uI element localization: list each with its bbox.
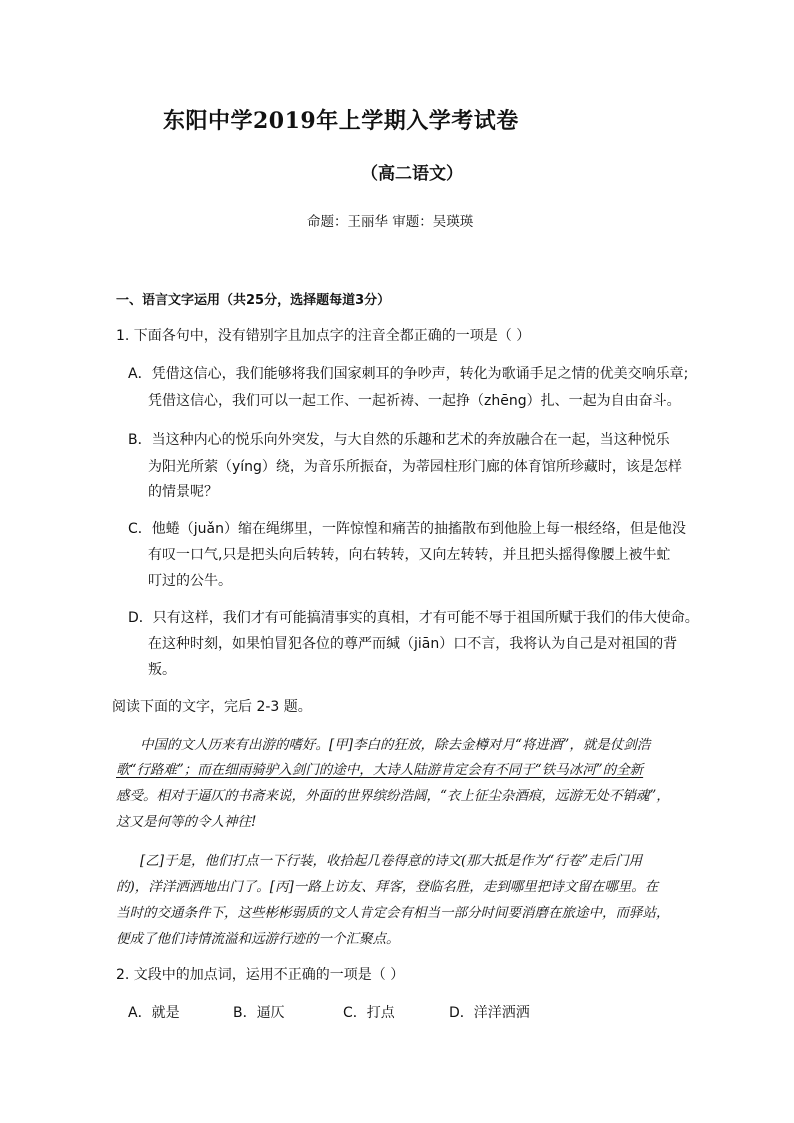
- reading-intro: 阅读下面的文字，完后 2-3 题。: [112, 699, 312, 715]
- q1-option-d-line: 叛。: [148, 662, 176, 678]
- exam-title: 东阳中学2019年上学期入学考试卷: [163, 108, 519, 134]
- exam-subtitle: （高二语文）: [361, 164, 463, 184]
- passage-line: 的)，洋洋洒洒地出门了。[丙]一路上访友、拜客，登临名胜，走到哪里把诗文留在哪里。在: [116, 879, 659, 895]
- q1-option-b-line: 为阳光所萦（yíng）绕，为音乐所振奋，为蒂园柱形门廊的体育馆所珍藏时，该是怎样: [148, 459, 682, 475]
- passage-line: 歌“行路难”；而在细雨骑驴入剑门的途中，大诗人陆游肯定会有不同于“铁马冰河”的全新: [116, 762, 644, 778]
- passage-line: [乙]于是，他们打点一下行装，收拾起几卷得意的诗文(那大抵是作为“行卷”走后门用: [140, 853, 643, 869]
- passage-line: 当时的交通条件下，这些彬彬弱质的文人肯定会有相当一部分时间要消磨在旅途中，而驿站，: [116, 905, 670, 921]
- question-2-stem: 2. 文段中的加点词，运用不正确的一项是（ ）: [116, 967, 405, 983]
- q2-option-c: C．打点: [343, 1005, 395, 1021]
- exam-authors: 命题：王丽华 审题：吴瑛瑛: [307, 214, 474, 230]
- q1-option-a-line: 凭借这信心，我们可以一起工作、一起祈祷、一起挣（zhēng）扎、一起为自由奋斗。: [148, 393, 681, 409]
- passage-line: 这又是何等的令人神往!: [116, 814, 257, 830]
- q2-option-d: D．洋洋洒洒: [449, 1005, 530, 1021]
- q1-option-c-line: 有叹一口气,只是把头向后转转，向右转转，又向左转转，并且把头摇得像腰上被牛虻: [148, 547, 671, 563]
- q2-option-a: A．就是: [128, 1005, 180, 1021]
- q1-option-a-line: A．凭借这信心，我们能够将我们国家刺耳的争吵声，转化为歌诵手足之情的优美交响乐章;: [128, 366, 689, 382]
- q1-option-b-line: B．当这种内心的悦乐向外突发，与大自然的乐趣和艺术的奔放融合在一起，当这种悦乐: [128, 432, 670, 448]
- section-heading: 一、语言文字运用（共25分，选择题每道3分）: [116, 293, 391, 308]
- q2-option-b: B．逼仄: [233, 1005, 285, 1021]
- passage-line: 便成了他们诗情流溢和远游行迹的一个汇聚点。: [116, 931, 400, 947]
- q1-option-c-line: 叮过的公牛。: [148, 573, 232, 589]
- question-1-stem: 1. 下面各句中，没有错别字且加点字的注音全都正确的一项是（ ）: [116, 328, 531, 344]
- q1-option-b-line: 的情景呢？: [148, 484, 218, 500]
- q1-option-d-line: 在这种时刻，如果怕冒犯各位的尊严而缄（jiān）口不言，我将认为自己是对祖国的背: [148, 636, 678, 652]
- passage-line: 感受。相对于逼仄的书斋来说，外面的世界缤纷浩阔，“衣上征尘杂酒痕，远游无处不销魂”，: [116, 788, 670, 804]
- q1-option-c-line: C．他蜷（juǎn）缩在绳绑里，一阵惊惶和痛苦的抽搐散布到他脸上每一根经络，但是他没: [128, 521, 686, 537]
- q1-option-d-line: D．只有这样，我们才有可能搞清事实的真相，才有可能不辱于祖国所赋于我们的伟大使命。: [128, 610, 699, 626]
- passage-line: 中国的文人历来有出游的嗜好。[甲]李白的狂放，除去金樽对月“将进酒”，就是仗剑浩: [140, 737, 651, 753]
